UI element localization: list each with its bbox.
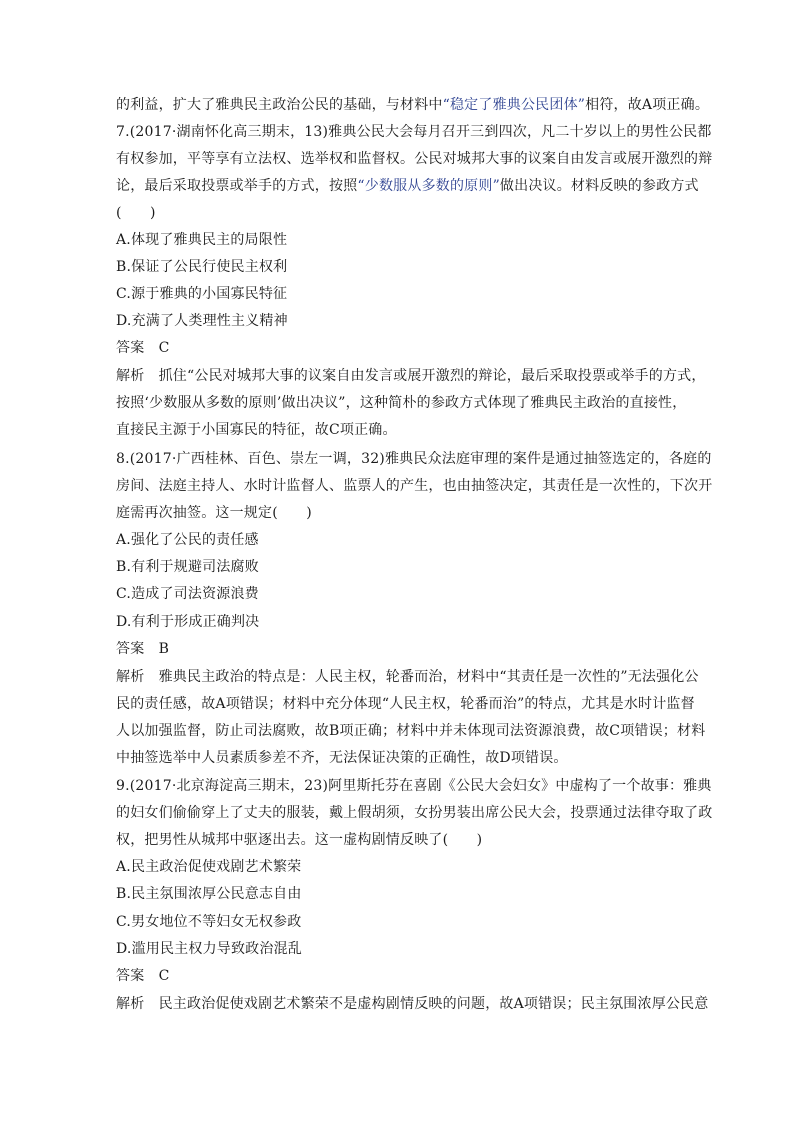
explanation-line: 人以加强监督，防止司法腐败，故B项正确；材料中并未体现司法资源浪费，故C项错误；材料 — [116, 723, 706, 739]
text-line: 房间、法庭主持人、水时计监督人、监票人的产生，也由抽签决定，其责任是一次性的，下次开 — [116, 478, 713, 494]
answer-line: 答案 C — [116, 968, 170, 984]
question-7-stem: 7.(2017·湖南怀化高三期末，13)雅典公民大会每月召开三到四次，凡二十岁以上的男性公民都 — [116, 124, 712, 140]
text-line — [116, 95, 710, 115]
answer-line: 答案 B — [116, 641, 170, 657]
question-9-stem: 9.(2017·北京海淀高三期末，23)阿里斯托芬在喜剧《公民大会妇女》中虚构了一个故事：雅典 — [116, 778, 712, 794]
text-segment: 相符，故A项正确。 — [585, 97, 710, 113]
answer-blank: ( ) — [116, 205, 156, 221]
highlighted-quote: “少数服从多数的原则” — [357, 178, 500, 194]
option-b: B.保证了公民行使民主权利 — [116, 259, 288, 275]
text-line — [116, 176, 702, 196]
text-line: 有权参加，平等享有立法权、选举权和监督权。公民对城邦大事的议案自由发言或展开激烈的辩 — [116, 151, 713, 167]
explanation-line: 中抽签选举中人员素质参差不齐，无法保证决策的正确性，故D项错误。 — [116, 750, 568, 766]
text-line: 权，把男性从城邦中驱逐出去。这一虚构剧情反映了( ) — [116, 832, 483, 848]
text-segment: 做出决议。材料反映的参政方式 — [499, 178, 699, 194]
text-segment: 的利益，扩大了雅典民主政治公民的基础，与材料中 — [116, 97, 443, 113]
option-c: C.源于雅典的小国寡民特征 — [116, 286, 288, 302]
explanation-line: 解析 雅典民主政治的特点是：人民主权，轮番而治，材料中“其责任是一次性的”无法强化公 — [116, 669, 699, 685]
text-line: 庭需再次抽签。这一规定( ) — [116, 505, 312, 521]
question-8-stem: 8.(2017·广西桂林、百色、崇左一调，32)雅典民众法庭审理的案件是通过抽签选定的，各庭的 — [116, 451, 712, 467]
option-c: C.男女地位不等妇女无权参政 — [116, 914, 302, 930]
answer-line: 答案 C — [116, 340, 170, 356]
explanation-line: 解析 抓住“公民对城邦大事的议案自由发言或展开激烈的辩论，最后采取投票或举手的方式， — [116, 368, 706, 384]
explanation-line: 直接民主源于小国寡民的特征，故C项正确。 — [116, 422, 397, 438]
option-d: D.有利于形成正确判决 — [116, 614, 260, 630]
option-a: A.体现了雅典民主的局限性 — [116, 232, 288, 248]
option-b: B.有利于规避司法腐败 — [116, 559, 259, 575]
option-b: B.民主氛围浓厚公民意志自由 — [116, 886, 302, 902]
option-c: C.造成了司法资源浪费 — [116, 586, 259, 602]
text-segment: 论，最后采取投票或举手的方式，按照 — [116, 178, 358, 194]
explanation-line: 民的责任感，故A项错误；材料中充分体现“人民主权，轮番而治”的特点，尤其是水时计监督 — [116, 696, 695, 712]
option-a: A.民主政治促使戏剧艺术繁荣 — [116, 859, 302, 875]
explanation-line: 按照‘少数服从多数的原则’做出决议”，这种简朴的参政方式体现了雅典民主政治的直接性， — [116, 395, 687, 411]
explanation-line: 解析 民主政治促使戏剧艺术繁荣不是虚构剧情反映的问题，故A项错误；民主氛围浓厚公民意 — [116, 996, 709, 1012]
text-line: 的妇女们偷偷穿上了丈夫的服装，戴上假胡须，女扮男装出席公民大会，投票通过法律夺取了政 — [116, 805, 713, 821]
option-d: D.滥用民主权力导致政治混乱 — [116, 941, 302, 957]
option-a: A.强化了公民的责任感 — [116, 532, 259, 548]
highlighted-quote: “稳定了雅典公民团体” — [442, 97, 586, 113]
option-d: D.充满了人类理性主义精神 — [116, 313, 288, 329]
